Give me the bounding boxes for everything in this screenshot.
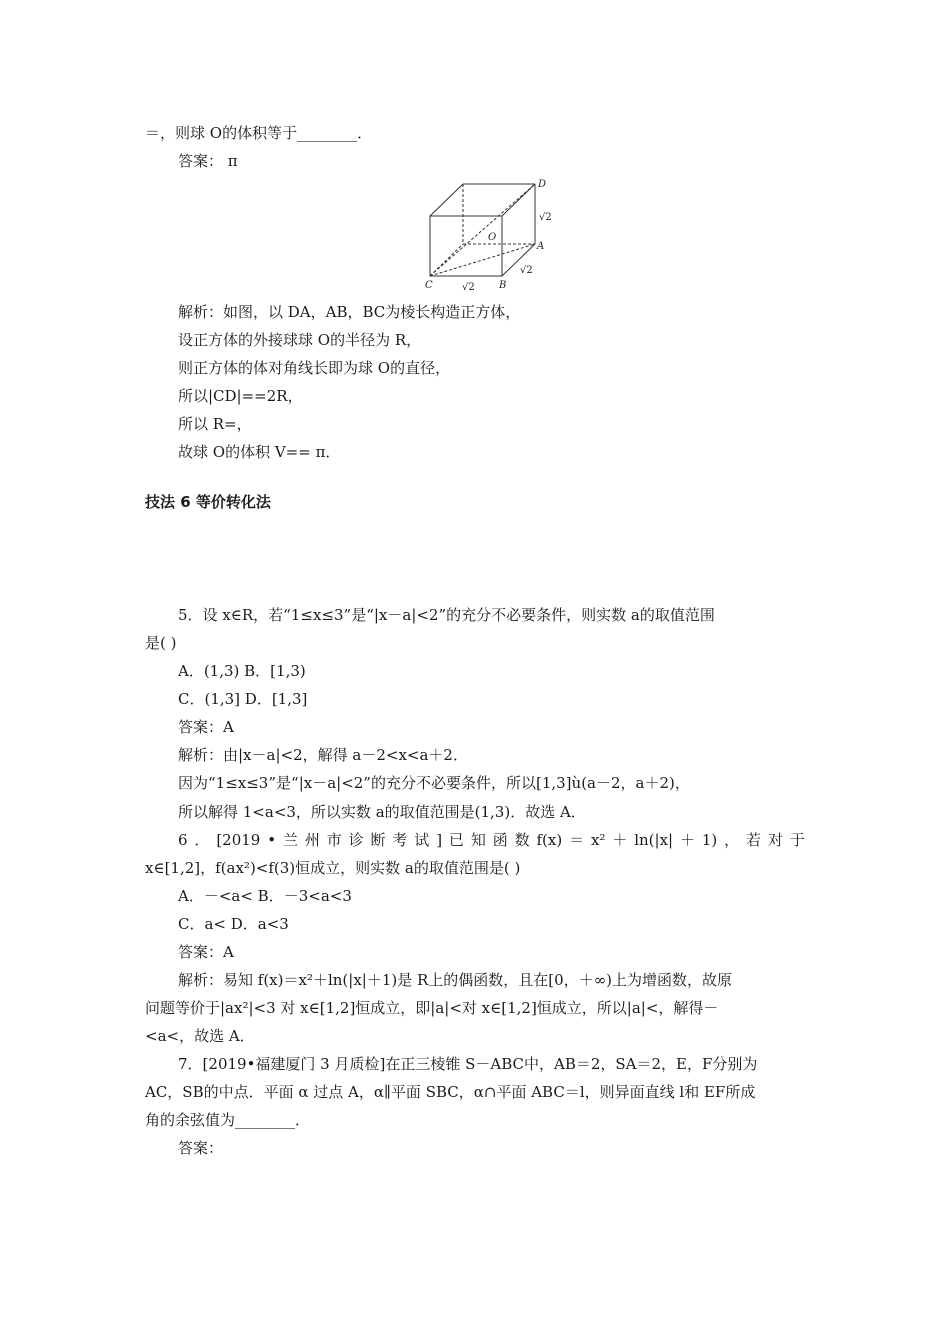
section-heading: 技法 6 等价转化法	[145, 493, 271, 511]
question-6-stem-part: ＝	[569, 831, 585, 849]
solution-line: 则正方体的体对角线长即为球 O的直径，	[178, 359, 451, 377]
continued-question-text: ＝，则球 O的体积等于________．	[145, 124, 373, 142]
question-6-stem-part: f(x)	[536, 831, 563, 849]
label-O: O	[488, 232, 497, 243]
solution-line: 所以 R=，	[178, 415, 252, 433]
cube-edge-top-left	[430, 184, 463, 216]
question-6-answer: 答案：A	[178, 943, 234, 961]
question-5-stem-cont: 是( )	[145, 634, 177, 652]
question-6-stem-part: 若	[746, 831, 762, 849]
question-6-stem-cont: x∈[1,2]，f(ax²)<f(3)恒成立，则实数 a的取值范围是( )	[145, 859, 521, 877]
question-6-stem-part: 考	[392, 831, 408, 849]
question-6-stem-part: 市	[326, 831, 342, 849]
question-6-stem-part: 诊	[348, 831, 364, 849]
label-sqrt2-right: √2	[539, 212, 552, 223]
question-6-stem-part: x²	[590, 831, 606, 849]
question-6-solution: 解析：易知 f(x)＝x²＋ln(|x|＋1)是 R上的偶函数，且在[0，＋∞)上为增函数，故原	[178, 971, 733, 989]
answer-line: 答案： π	[178, 152, 238, 170]
question-6-stem-part: 兰	[282, 831, 298, 849]
question-6-stem-part: ＋	[679, 831, 695, 849]
question-6-stem-part: [2019	[216, 831, 261, 849]
solution-line: 设正方体的外接球球 O的半径为 R，	[178, 331, 422, 349]
cube-figure	[425, 176, 565, 292]
question-5-stem: 5．设 x∈R，若“1≤x≤3”是“|x－a|<2”的充分不必要条件，则实数 a的取值范围	[178, 606, 715, 624]
question-7-stem: 7．[2019•福建厦门 3 月质检]在正三棱锥 S－ABC中，AB＝2，SA＝2，E，F分别为	[178, 1055, 758, 1073]
question-6-stem-part: 6	[178, 831, 188, 849]
label-A: A	[537, 241, 545, 252]
question-6-solution: <a<，故选 A．	[145, 1027, 255, 1045]
question-6-stem-part: 州	[304, 831, 320, 849]
question-6-stem-part: •	[267, 831, 277, 849]
question-6-solution: 问题等价于|ax²|<3 对 x∈[1,2]恒成立，即|a|<对 x∈[1,2]恒成立，所以|a|<，解得－	[145, 999, 719, 1017]
question-6-stem-part: ．	[194, 831, 210, 849]
solution-line: 所以|CD|==2R，	[178, 387, 303, 405]
label-sqrt2-diag: √2	[520, 265, 533, 276]
question-5-options: A．(1,3) B．[1,3)	[178, 662, 306, 680]
label-C: C	[425, 280, 433, 291]
question-6-options: C．a< D．a<3	[178, 915, 289, 933]
question-6-stem-part: ＋	[612, 831, 628, 849]
question-6-options: A．－<a< B．－3<a<3	[178, 887, 352, 905]
question-5-options: C．(1,3] D．[1,3]	[178, 690, 308, 708]
question-6-stem-part: 函	[492, 831, 508, 849]
question-5-answer: 答案：A	[178, 718, 234, 736]
label-sqrt2-bottom: √2	[462, 282, 475, 292]
question-6-stem-part: 对	[767, 831, 783, 849]
question-6-stem-part: 试	[414, 831, 430, 849]
label-D: D	[538, 179, 547, 190]
question-6-stem-part: 1)	[701, 831, 718, 849]
question-6-stem-part: 知	[470, 831, 486, 849]
cube-front-face	[430, 216, 502, 276]
question-7-answer: 答案：	[178, 1139, 224, 1157]
solution-line: 故球 O的体积 V== π．	[178, 443, 341, 461]
question-7-stem: 角的余弦值为________．	[145, 1111, 311, 1129]
solution-line: 解析：如图，以 DA，AB，BC为棱长构造正方体，	[178, 303, 521, 321]
question-6-stem-part: ，	[724, 831, 740, 849]
question-6-stem-part: 于	[789, 831, 805, 849]
question-5-solution: 因为“1≤x≤3”是“|x－a|<2”的充分不必要条件，所以[1,3]ù(a－2，a＋2)，	[178, 774, 690, 792]
question-5-solution: 解析：由|x－a|<2，解得 a－2<x<a＋2．	[178, 746, 468, 764]
question-6-stem-part: 已	[448, 831, 464, 849]
question-6-stem-part: ]	[436, 831, 443, 849]
question-5-solution: 所以解得 1<a<3，所以实数 a的取值范围是(1,3)．故选 A．	[178, 803, 586, 821]
question-6-stem-part: ln(|x|	[634, 831, 674, 849]
question-6-stem-part: 断	[370, 831, 386, 849]
cube-body-diagonal-CD	[430, 184, 535, 276]
question-7-stem: AC，SB的中点．平面 α 过点 A，α∥平面 SBC，α∩平面 ABC＝l，则异面直线 l和 EF所成	[145, 1083, 756, 1101]
question-6-stem-part: 数	[514, 831, 530, 849]
question-6-stem	[178, 830, 805, 850]
label-B: B	[499, 280, 507, 291]
